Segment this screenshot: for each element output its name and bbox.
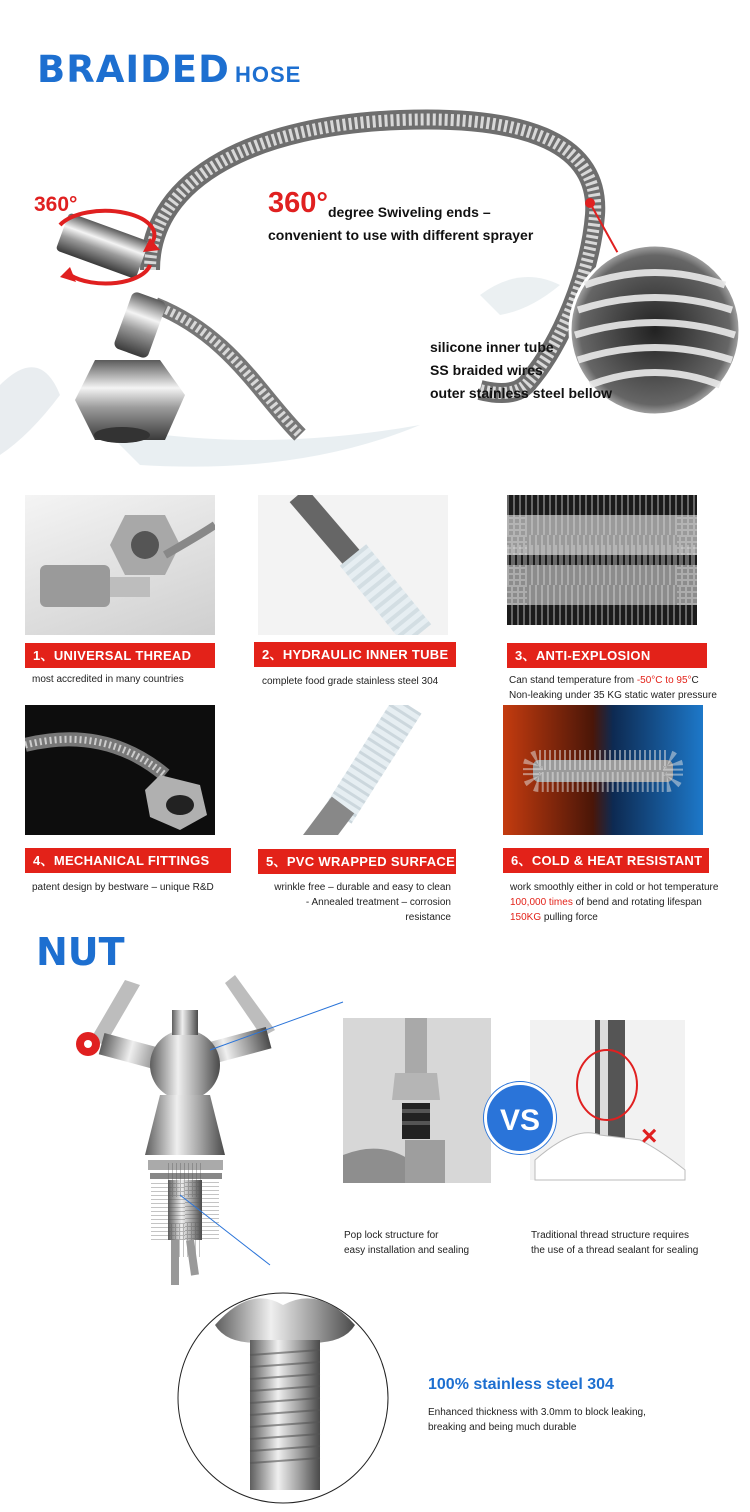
swivel-text-line-2: convenient to use with different sprayer [268, 227, 534, 243]
rotation-degree-label: 360° [34, 193, 78, 216]
stainless-steel-desc: Enhanced thickness with 3.0mm to block leaking, breaking and being much durable [428, 1407, 646, 1433]
feature-label-4: 4、MECHANICAL FITTINGS [25, 848, 231, 873]
hose-layer-list [430, 336, 612, 405]
hydraulic-tube-photo [258, 495, 448, 635]
universal-thread-photo [25, 495, 215, 635]
feature-label-3: 3、ANTI-EXPLOSION [507, 643, 707, 668]
swivel-text-line-1: degree Swiveling ends – [328, 204, 491, 220]
braided-hose-illustration [0, 95, 750, 495]
cross-icon: × [641, 1120, 658, 1151]
feature-label-5: 5、PVC WRAPPED SURFACE [258, 849, 456, 874]
feature-desc-1: most accredited in many countries [32, 674, 184, 685]
traditional-thread-caption: Traditional thread structure requires the use of a thread sealant for sealing [531, 1230, 699, 1256]
anti-explosion-photo [507, 495, 697, 625]
stainless-steel-heading: 100% stainless steel 304 [428, 1376, 614, 1393]
feature-desc-3: Can stand temperature from -50°C to 95°C Non-leaking under 35 KG static water pressure [509, 675, 717, 701]
pvc-surface-photo [258, 705, 448, 835]
cold-heat-photo [503, 705, 703, 835]
pop-lock-caption: Pop lock structure for easy installation and sealing [344, 1230, 470, 1256]
feature-label-2: 2、HYDRAULIC INNER TUBE [254, 642, 456, 667]
feature-desc-6: work smoothly either in cold or hot temperature 100,000 times of bend and rotating lifespan 150KG pulling force [510, 882, 719, 923]
mechanical-fittings-photo [25, 705, 215, 835]
feature-label-6: 6、COLD & HEAT RESISTANT [503, 848, 709, 873]
hose-layer-item: outer stainless steel bellow [430, 385, 613, 401]
hose-layer-item: silicone inner tube [430, 339, 554, 355]
vs-badge: VS [484, 1082, 556, 1154]
feature-desc-4: patent design by bestware – unique R&D [32, 882, 214, 893]
feature-desc-5: wrinkle free – durable and easy to clean - Annealed treatment – corrosion resistance [274, 882, 451, 923]
swivel-degree-heading: 360° [268, 187, 328, 219]
page-title: BRAIDED [37, 48, 230, 91]
hose-layer-item: SS braided wires [430, 362, 543, 378]
feature-desc-2: complete food grade stainless steel 304 [262, 676, 439, 687]
nut-section-title: NUT [36, 930, 125, 974]
feature-label-1: 1、UNIVERSAL THREAD [25, 643, 215, 668]
page-subtitle: HOSE [235, 62, 302, 87]
